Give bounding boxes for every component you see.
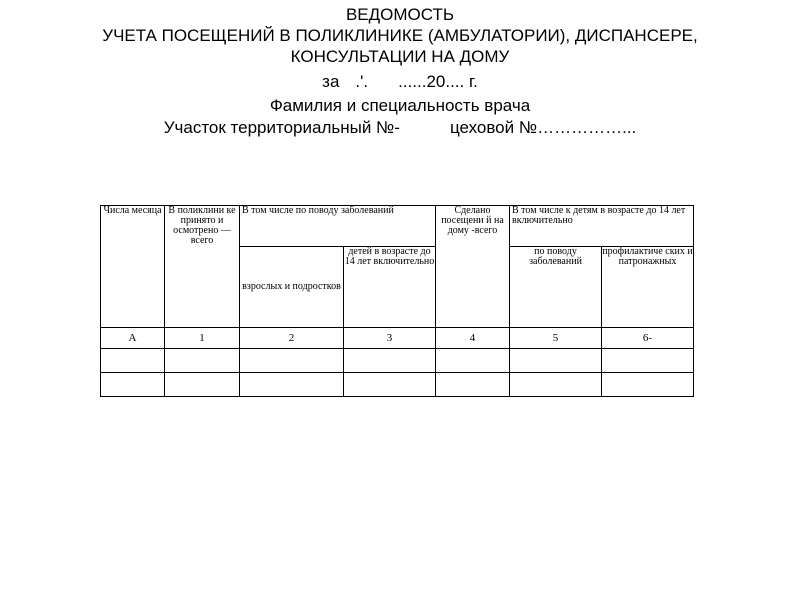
date-middle: .'. xyxy=(355,72,369,91)
table-cell xyxy=(602,349,694,373)
table-row xyxy=(101,349,694,373)
column-number-1: 1 xyxy=(165,328,240,349)
column-number-2: 2 xyxy=(240,328,344,349)
column-number-3: 3 xyxy=(344,328,436,349)
document-header xyxy=(0,4,800,138)
table-cell xyxy=(240,349,344,373)
site-label: Участок территориальный №- xyxy=(163,118,400,137)
site-line xyxy=(0,117,800,138)
table-cell xyxy=(510,373,602,397)
header-home-visits: Сделано посещени й на дому -всего xyxy=(436,206,510,328)
table-cell xyxy=(101,349,165,373)
table-row xyxy=(101,373,694,397)
column-number-6: 6- xyxy=(602,328,694,349)
table-cell xyxy=(436,373,510,397)
table-cell xyxy=(510,349,602,373)
header-children-preventive: профилактиче ских и патронажных xyxy=(602,247,694,328)
table-cell xyxy=(344,349,436,373)
date-suffix: ......20.... г. xyxy=(398,72,478,91)
table-cell xyxy=(436,349,510,373)
table-cell xyxy=(344,373,436,397)
table-header-row-1 xyxy=(101,206,694,247)
header-total-visits: В поликлини ке принято и осмотрено — всего xyxy=(165,206,240,328)
header-children: детей в возрасте до 14 лет включительно xyxy=(344,247,436,328)
table-cell xyxy=(240,373,344,397)
table-cell xyxy=(101,373,165,397)
header-children-disease: по поводу заболеваний xyxy=(510,247,602,328)
header-children-group: В том числе к детям в возрасте до 14 лет включительно xyxy=(510,206,694,247)
column-number-5: 5 xyxy=(510,328,602,349)
document-subtitle-line2: КОНСУЛЬТАЦИИ НА ДОМУ xyxy=(290,47,510,66)
table-cell xyxy=(165,349,240,373)
visits-ledger-table xyxy=(100,205,694,397)
column-number-a: А xyxy=(101,328,165,349)
workshop-label: цеховой №……………... xyxy=(449,118,637,137)
document-subtitle-line1: УЧЕТА ПОСЕЩЕНИЙ В ПОЛИКЛИНИКЕ (АМБУЛАТОРИИ), ДИСПАНСЕРЕ, xyxy=(102,26,698,45)
date-prefix: за xyxy=(322,72,340,91)
header-date: Числа месяца xyxy=(101,206,165,328)
document-title: ВЕДОМОСТЬ xyxy=(345,5,455,24)
date-line xyxy=(0,71,800,92)
column-number-row xyxy=(101,328,694,349)
header-adults: взрослых и подростков xyxy=(240,247,344,328)
column-number-4: 4 xyxy=(436,328,510,349)
header-disease-group: В том числе по поводу заболеваний xyxy=(240,206,436,247)
table-cell xyxy=(165,373,240,397)
table-cell xyxy=(602,373,694,397)
doctor-line: Фамилия и специальность врача xyxy=(269,96,531,115)
